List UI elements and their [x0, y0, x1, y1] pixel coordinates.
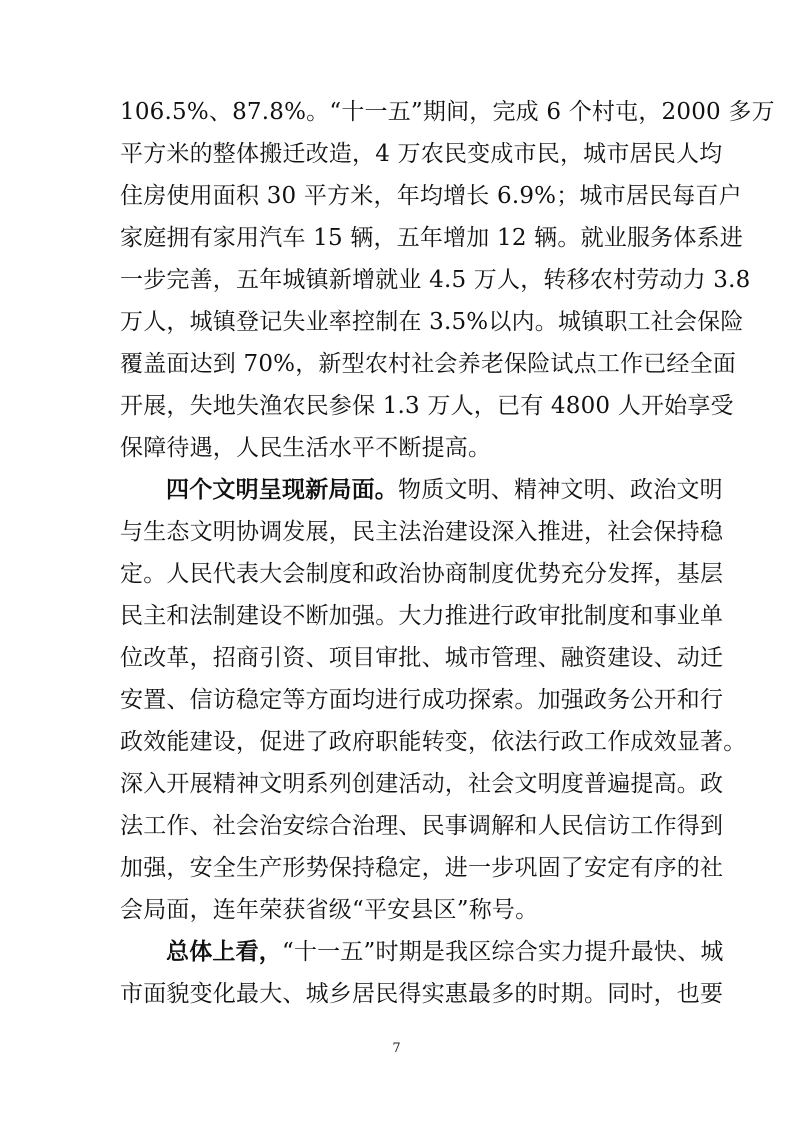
paragraph-1-line-2: 平方米的整体搬迁改造，4 万农民变成市民，城市居民人均 — [120, 141, 723, 167]
paragraph-3-first-line-text: “十一五”时期是我区综合实力提升最快、城 — [282, 939, 724, 965]
paragraph-3-line-2: 市面貌变化最大、城乡居民得实惠最多的时期。同时，也要 — [120, 981, 724, 1007]
paragraph-2-line-8: 深入开展精神文明系列创建活动，社会文明度普遍提高。政 — [120, 771, 724, 797]
paragraph-2-line-6: 安置、信访稳定等方面均进行成功探索。加强政务公开和行 — [120, 687, 724, 713]
paragraph-1-line-4: 家庭拥有家用汽车 15 辆，五年增加 12 辆。就业服务体系进 — [120, 225, 743, 251]
paragraph-2-line-5: 位改革，招商引资、项目审批、城市管理、融资建设、动迁 — [120, 645, 724, 671]
paragraph-2-line-1 — [166, 475, 723, 505]
paragraph-2-line-9: 法工作、社会治安综合治理、民事调解和人民信访工作得到 — [120, 813, 724, 839]
paragraph-1-line-8: 开展，失地失渔农民参保 1.3 万人，已有 4800 人开始享受 — [120, 393, 734, 419]
paragraph-1-line-7: 覆盖面达到 70%，新型农村社会养老保险试点工作已经全面 — [120, 351, 737, 377]
paragraph-1-line-9: 保障待遇，人民生活水平不断提高。 — [120, 435, 492, 461]
paragraph-1-line-6: 万人，城镇登记失业率控制在 3.5%以内。城镇职工社会保险 — [120, 309, 744, 335]
paragraph-2-line-3: 定。人民代表大会制度和政治协商制度优势充分发挥，基层 — [120, 561, 724, 587]
paragraph-1-line-5: 一步完善，五年城镇新增就业 4.5 万人，转移农村劳动力 3.8 — [120, 267, 751, 293]
paragraph-2-lead: 四个文明呈现新局面。 — [166, 476, 398, 503]
paragraph-1-line-1: 106.5%、87.8%。“十一五”期间，完成 6 个村屯，2000 多万 — [120, 99, 775, 125]
paragraph-2-line-11: 会局面，连年荣获省级“平安县区”称号。 — [120, 897, 539, 923]
paragraph-2-line-7: 政效能建设，促进了政府职能转变，依法行政工作成效显著。 — [120, 729, 747, 755]
page-number: 7 — [392, 1041, 401, 1056]
paragraph-2-line-10: 加强，安全生产形势保持稳定，进一步巩固了安定有序的社 — [120, 855, 724, 881]
paragraph-1-line-3: 住房使用面积 30 平方米，年均增长 6.9%；城市居民每百户 — [120, 183, 742, 209]
paragraph-2-line-2: 与生态文明协调发展，民主法治建设深入推进，社会保持稳 — [120, 519, 724, 545]
paragraph-3-line-1 — [166, 937, 724, 967]
paragraph-3-lead: 总体上看， — [166, 938, 282, 965]
paragraph-2-first-line-text: 物质文明、精神文明、政治文明 — [398, 477, 723, 503]
paragraph-2-line-4: 民主和法制建设不断加强。大力推进行政审批制度和事业单 — [120, 603, 724, 629]
